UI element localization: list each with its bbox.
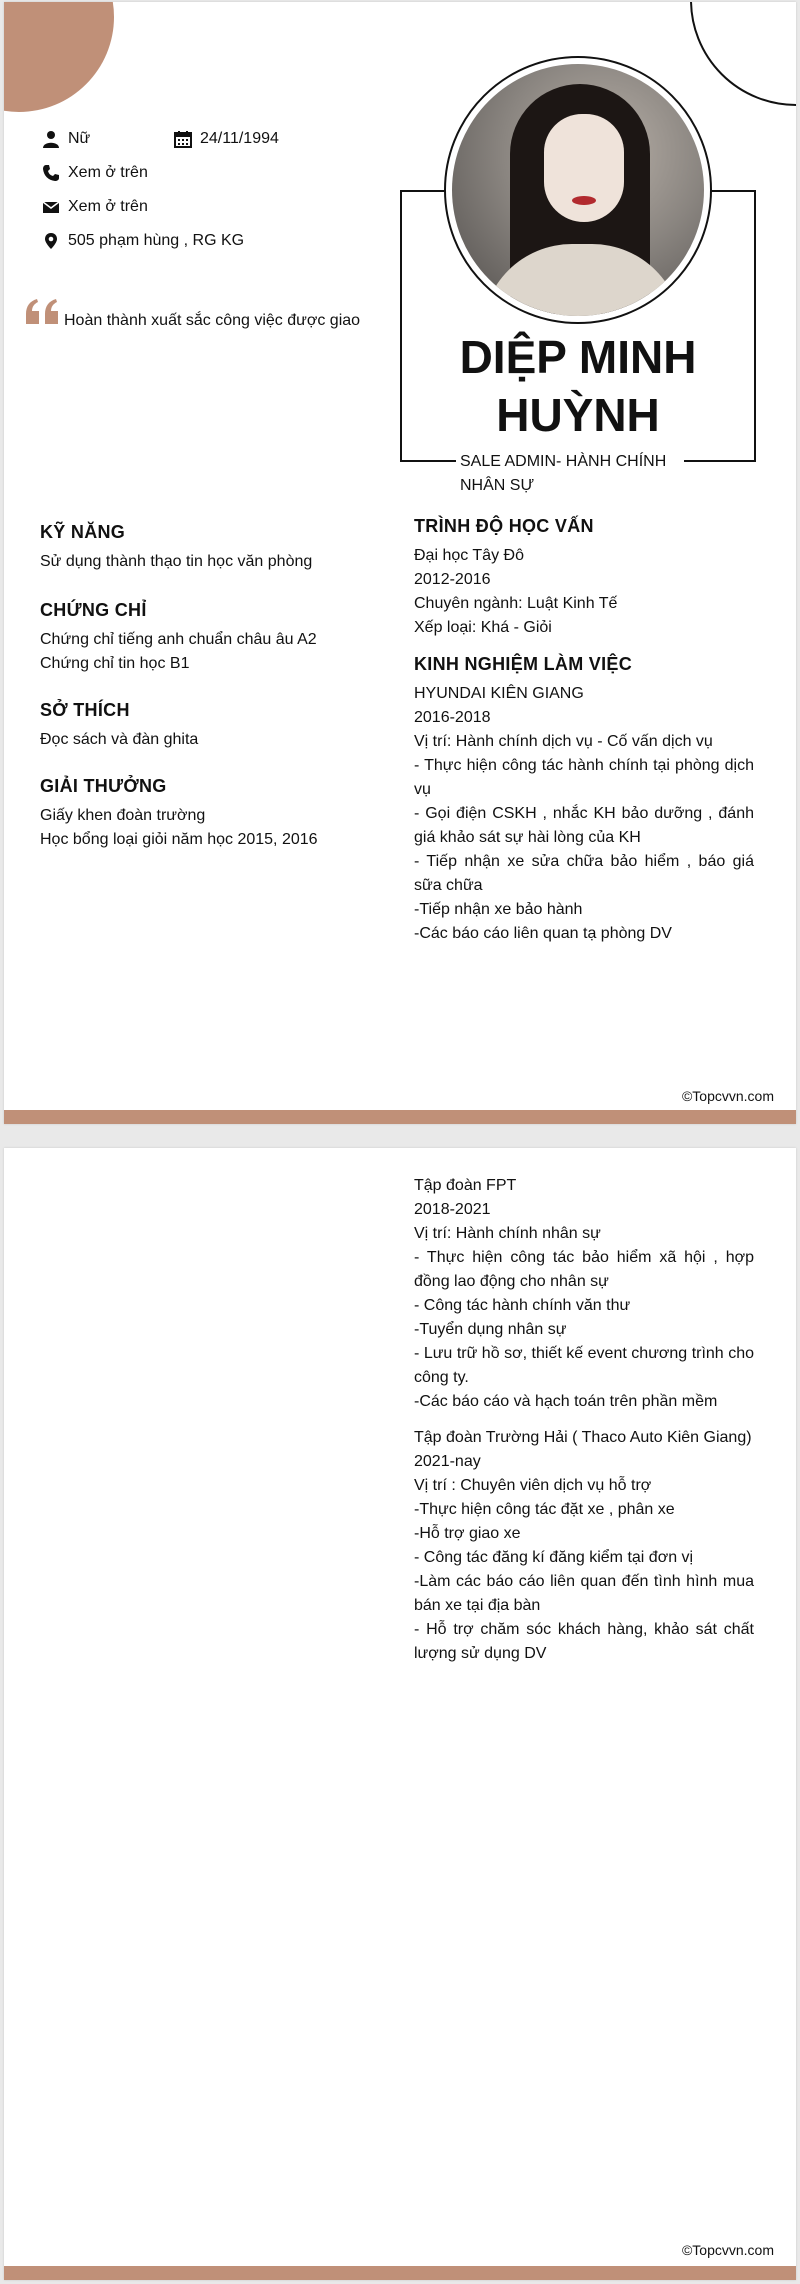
job-task: - Tiếp nhận xe sửa chữa bảo hiểm , báo giá sữa chữa [414,853,754,894]
job-company: Tập đoàn Trường Hải ( Thaco Auto Kiên Giang) [414,1429,752,1446]
list-item: Chứng chỉ tin học B1 [40,655,190,672]
birthday-row [174,130,279,148]
awards-heading: GIẢI THƯỞNG [40,776,167,796]
avatar-photo [452,64,704,316]
job-task: -Thực hiện công tác đặt xe , phân xe [414,1501,675,1518]
experience-job-2 [414,1174,754,1666]
job-task: -Các báo cáo và hạch toán trên phần mềm [414,1393,718,1410]
list-item: Giấy khen đoàn trường [40,807,206,824]
job-task: - Công tác hành chính văn thư [414,1297,631,1314]
list-item: Chuyên ngành: Luật Kinh Tế [414,595,618,612]
education-list [414,544,754,640]
gender-value: Nữ [68,130,91,147]
footer-bar [4,1110,796,1124]
job-period: 2021-nay [414,1453,481,1470]
awards-list [40,804,380,852]
list-item: Xếp loại: Khá - Giỏi [414,619,552,636]
calendar-icon [174,130,192,148]
phone-row [42,164,148,182]
decor-circle-outline [690,2,796,106]
cv-page-2 [4,1148,796,2280]
job-task: - Công tác đăng kí đăng kiểm tại đơn vị [414,1549,694,1566]
decor-circle-accent [4,2,114,112]
job-period: 2018-2021 [414,1201,491,1218]
certificates-heading: CHỨNG CHỈ [40,600,147,620]
job-task: -Tuyển dụng nhân sự [414,1321,567,1338]
job-position: Vị trí: Hành chính dịch vụ - Cố vấn dịch vụ [414,733,713,750]
list-item: Học bổng loại giỏi năm học 2015, 2016 [40,831,318,848]
job-task: - Thực hiện công tác bảo hiểm xã hội , hợp đồng lao động cho nhân sự [414,1249,754,1290]
list-item: 2012-2016 [414,571,491,588]
job-task: -Tiếp nhận xe bảo hành [414,901,583,918]
job-task: -Hỗ trợ giao xe [414,1525,521,1542]
address-value: 505 phạm hùng , RG KG [68,232,245,249]
skills-list [40,550,380,574]
job-position: Vị trí: Hành chính nhân sự [414,1225,601,1242]
job-task: - Hỗ trợ chăm sóc khách hàng, khảo sát chất lượng sử dụng DV [414,1621,754,1662]
phone-icon [42,164,60,182]
copyright-footer: ©Topcvvn.com [681,1088,774,1104]
list-item: Sử dụng thành thạo tin học văn phòng [40,553,313,570]
job-task: - Thực hiện công tác hành chính tại phòng dịch vụ [414,757,754,798]
job-period: 2016-2018 [414,709,491,726]
list-item: Đại học Tây Đô [414,547,524,564]
job-task: - Gọi điện CSKH , nhắc KH bảo dưỡng , đánh giá khảo sát sự hài lòng của KH [414,805,754,846]
quote-icon [24,298,62,331]
job-position: Vị trí : Chuyên viên dịch vụ hỗ trợ [414,1477,652,1494]
education-heading: TRÌNH ĐỘ HỌC VẤN [414,516,594,536]
person-icon [42,130,60,148]
hobbies-list [40,728,380,752]
location-pin-icon [42,232,60,250]
job-task: - Lưu trữ hồ sơ, thiết kế event chương trình cho công ty. [414,1345,754,1386]
email-value: Xem ở trên [68,198,148,215]
address-row [42,232,244,250]
gender-row [42,130,90,148]
objective-quote: Hoàn thành xuất sắc công việc được giao [64,312,361,329]
phone-value: Xem ở trên [68,164,148,181]
job-company: HYUNDAI KIÊN GIANG [414,685,584,702]
certificates-list [40,628,380,676]
list-item: Đọc sách và đàn ghita [40,731,199,748]
footer-bar [4,2266,796,2280]
cv-page-1 [4,2,796,1124]
copyright-footer: ©Topcvvn.com [681,2242,774,2258]
hobbies-heading: SỞ THÍCH [40,700,130,720]
job-task: -Làm các báo cáo liên quan đến tình hình mua bán xe tại địa bàn [414,1573,754,1614]
list-item: Chứng chỉ tiếng anh chuẩn châu âu A2 [40,631,317,648]
envelope-icon [42,198,60,216]
job-title: SALE ADMIN- HÀNH CHÍNH NHÂN SỰ [456,450,684,498]
job-company: Tập đoàn FPT [414,1177,517,1194]
skills-heading: KỸ NĂNG [40,522,126,542]
email-row [42,198,148,216]
birthday-value: 24/11/1994 [200,130,279,147]
experience-heading: KINH NGHIỆM LÀM VIỆC [414,654,633,674]
experience-job-1 [414,682,754,946]
candidate-name: DIỆP MINH HUỲNH [404,328,752,444]
job-task: -Các báo cáo liên quan tạ phòng DV [414,925,672,942]
